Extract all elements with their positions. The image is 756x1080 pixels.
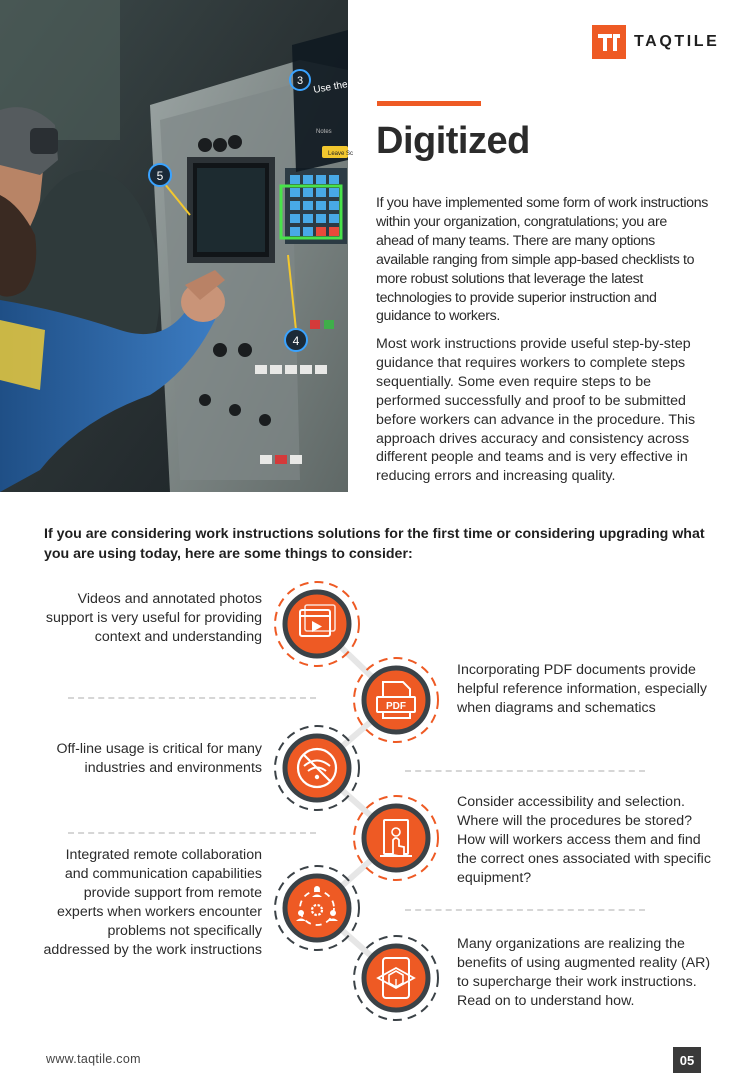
- callout-5: 5: [156, 169, 164, 183]
- ar-screen-button: Leave Sc: [328, 151, 354, 157]
- consideration-offline: Off-line usage is critical for many industries and environments: [56, 741, 262, 776]
- pdf-icon-label: PDF: [386, 701, 406, 712]
- consideration-ar: Many organizations are realizing the benefits of using augmented reality (AR) to supercharge their work instructions. Read on to understand how.: [457, 936, 711, 1009]
- video-icon: [275, 582, 359, 666]
- intro-paragraph-2: Most work instructions provide useful step-by-step guidance that requires workers to complete steps sequentially. Some even require steps to be performed successfully and proof to be submitted before workers can advance in the procedure. This approach drives accuracy and consistency across different people and teams and is very effective in reducing errors and increasing quality.: [376, 336, 696, 485]
- consideration-videos: Videos and annotated photos support is very useful for providing context and understanding: [45, 591, 262, 645]
- intro-paragraph-1: If you have implemented some form of work instructions within your organization, congratulations; you are ahead of many teams. There are many options available ranging from simple app-based checklists to more robust solutions that leverage the latest technologies to provide superior instruction and guidance to workers.: [376, 195, 708, 325]
- callout-3: 3: [296, 75, 304, 87]
- considerations-lead: If you are considering work instructions solutions for the first time or considering upgrading what you are using today, here are some things to consider:: [44, 526, 705, 562]
- page-title: Digitized: [376, 120, 530, 162]
- offline-icon: [275, 726, 359, 810]
- taqtile-wordmark: TAQTILE: [634, 33, 720, 50]
- consideration-accessibility: Consider accessibility and selection. Where will the procedures be stored? How will workers access them and find the correct ones associated with specific equipment?: [457, 794, 711, 886]
- footer-website-link[interactable]: www.taqtile.com: [46, 1052, 141, 1066]
- ar-screen-text: Use the keypad code.: [312, 68, 410, 96]
- collaboration-icon: [275, 866, 359, 950]
- consideration-collaboration: Integrated remote collaboration and communication capabilities provide support from remote experts when workers encounter problems not specifically addressed by the work instructions: [43, 847, 262, 958]
- page-number: 05: [673, 1047, 701, 1073]
- consideration-pdf: Incorporating PDF documents provide helpful reference information, especially when diagrams and schematics: [457, 662, 707, 716]
- ar-screen-small: Notes: [316, 129, 332, 135]
- callout-4: 4: [292, 334, 300, 348]
